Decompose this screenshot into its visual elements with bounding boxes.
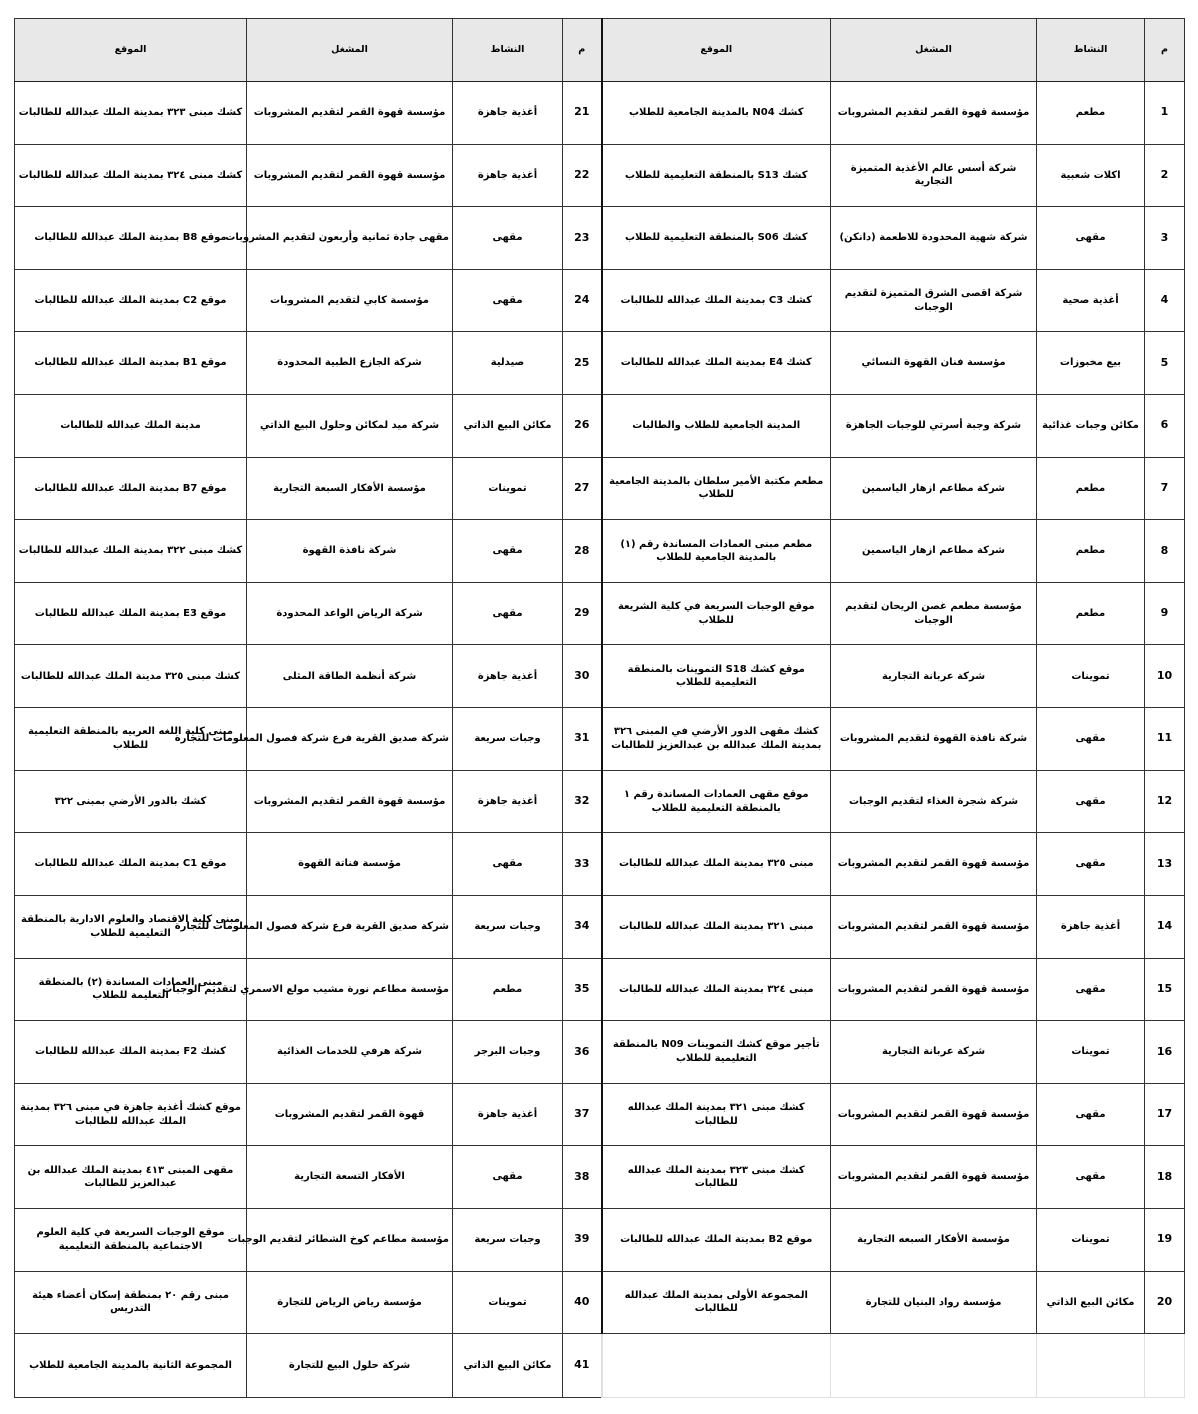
operator-cell: شركة صديق القرية فرع شركة فصول المعلومات للتجارة xyxy=(247,895,453,958)
table-row xyxy=(15,770,1185,833)
row-number: 9 xyxy=(1145,582,1185,645)
location-cell: مدينة الملك عبدالله للطالبات xyxy=(15,395,247,458)
row-number: 34 xyxy=(563,895,602,958)
row-number: 21 xyxy=(563,82,602,145)
operator-cell: شركة صديق القرية فرع شركة فصول المعلومات للتجارة xyxy=(247,708,453,771)
activity-cell: أغذية صحية xyxy=(1037,269,1145,332)
operator-cell xyxy=(831,1334,1037,1398)
location-cell: مبنى ٣٢١ بمدينة الملك عبدالله للطالبات xyxy=(602,895,831,958)
row-number: 5 xyxy=(1145,332,1185,395)
row-number: 40 xyxy=(563,1271,602,1334)
activity-cell: اكلات شعبية xyxy=(1037,144,1145,207)
activity-cell: مكائن البيع الذاتي xyxy=(453,395,563,458)
operator-cell: مؤسسة مطاعم كوخ الشطائر لتقديم الوجبات xyxy=(247,1208,453,1271)
activity-cell: مكائن وجبات غذائية xyxy=(1037,395,1145,458)
contracts-table xyxy=(14,18,1185,1398)
location-cell: موقع C2 بمدينة الملك عبدالله للطالبات xyxy=(15,269,247,332)
header-operator: المشغل xyxy=(247,19,453,82)
row-number: 10 xyxy=(1145,645,1185,708)
location-cell: موقع B8 بمدينة الملك عبدالله للطالبات xyxy=(15,207,247,270)
activity-cell: تموينات xyxy=(1037,645,1145,708)
operator-cell: شركة وجبة أسرتي للوجبات الجاهزة xyxy=(831,395,1037,458)
activity-cell: مطعم xyxy=(453,958,563,1021)
operator-cell: شركة شهية المحدودة للاطعمة (دانكن) xyxy=(831,207,1037,270)
activity-cell: مقهى xyxy=(453,833,563,896)
location-cell: موقع الوجبات السريعة في كلية الشريعة للطلاب xyxy=(602,582,831,645)
operator-cell: شركة مطاعم ازهار الياسمين xyxy=(831,520,1037,583)
header-activity: النشاط xyxy=(1037,19,1145,82)
location-cell: كشك مبنى ٣٢٢ بمدينة الملك عبدالله للطالبات xyxy=(15,520,247,583)
activity-cell: مقهى xyxy=(453,269,563,332)
activity-cell: مطعم xyxy=(1037,82,1145,145)
activity-cell: وجبات البرجر xyxy=(453,1021,563,1084)
location-cell: المدينة الجامعية للطلاب والطالبات xyxy=(602,395,831,458)
row-number: 16 xyxy=(1145,1021,1185,1084)
table-body xyxy=(15,82,1185,1398)
operator-cell: شركة حلول البيع للتجارة xyxy=(247,1334,453,1398)
activity-cell: مقهى xyxy=(1037,1146,1145,1209)
location-cell: كشك N04 بالمدينة الجامعية للطلاب xyxy=(602,82,831,145)
row-number: 14 xyxy=(1145,895,1185,958)
location-cell: كشك F2 بمدينة الملك عبدالله للطالبات xyxy=(15,1021,247,1084)
location-cell: موقع E3 بمدينة الملك عبدالله للطالبات xyxy=(15,582,247,645)
row-number: 30 xyxy=(563,645,602,708)
activity-cell: مقهى xyxy=(1037,207,1145,270)
location-cell: موقع B7 بمدينة الملك عبدالله للطالبات xyxy=(15,457,247,520)
location-cell: كشك مبنى ٣٢١ بمدينة الملك عبدالله للطالبات xyxy=(602,1083,831,1146)
row-number xyxy=(1145,1334,1185,1398)
operator-cell: مؤسسة فناتة القهوة xyxy=(247,833,453,896)
location-cell: مبنى العمادات المساندة (٢) بالمنطقة التعليمة للطلاب xyxy=(15,958,247,1021)
location-cell: موقع الوجبات السريعة في كلية العلوم الاجتماعية بالمنطقة التعليمية xyxy=(15,1208,247,1271)
activity-cell: مقهى xyxy=(453,582,563,645)
location-cell: موقع B2 بمدينة الملك عبدالله للطالبات xyxy=(602,1208,831,1271)
location-cell: موقع B1 بمدينة الملك عبدالله للطالبات xyxy=(15,332,247,395)
table-row xyxy=(15,1021,1185,1084)
activity-cell: بيع مخبوزات xyxy=(1037,332,1145,395)
operator-cell: شركة مطاعم ازهار الياسمين xyxy=(831,457,1037,520)
operator-cell: مؤسسة قهوة القمر لتقديم المشروبات xyxy=(831,833,1037,896)
activity-cell: صيدلية xyxy=(453,332,563,395)
row-number: 35 xyxy=(563,958,602,1021)
location-cell: مطعم مكتبة الأمير سلطان بالمدينة الجامعية للطلاب xyxy=(602,457,831,520)
row-number: 19 xyxy=(1145,1208,1185,1271)
activity-cell: تموينات xyxy=(453,457,563,520)
location-cell: كشك S13 بالمنطقة التعليمية للطلاب xyxy=(602,144,831,207)
activity-cell: مقهى xyxy=(1037,770,1145,833)
row-number: 29 xyxy=(563,582,602,645)
activity-cell: مقهى xyxy=(1037,958,1145,1021)
table-row xyxy=(15,708,1185,771)
table-row xyxy=(15,520,1185,583)
table-row xyxy=(15,207,1185,270)
operator-cell: شركة الجازع الطبية المحدودة xyxy=(247,332,453,395)
location-cell: كشك مبنى ٣٢٥ مدينة الملك عبدالله للطالبات xyxy=(15,645,247,708)
operator-cell: مؤسسة مطاعم نورة مشيب مولع الاسمري لتقديم الوجبات xyxy=(247,958,453,1021)
row-number: 28 xyxy=(563,520,602,583)
row-number: 23 xyxy=(563,207,602,270)
operator-cell: مؤسسة قهوة القمر لتقديم المشروبات xyxy=(831,1146,1037,1209)
row-number: 13 xyxy=(1145,833,1185,896)
activity-cell: مقهى xyxy=(453,1146,563,1209)
row-number: 38 xyxy=(563,1146,602,1209)
location-cell: كشك مبنى ٣٢٤ بمدينة الملك عبدالله للطالبات xyxy=(15,144,247,207)
table-row xyxy=(15,1208,1185,1271)
activity-cell: وجبات سريعة xyxy=(453,1208,563,1271)
operator-cell: مؤسسة الأفكار السبعة التجارية xyxy=(247,457,453,520)
operator-cell: مؤسسة قهوة القمر لتقديم المشروبات xyxy=(247,82,453,145)
location-cell: المجموعة الثانية بالمدينة الجامعية للطلاب xyxy=(15,1334,247,1398)
row-number: 11 xyxy=(1145,708,1185,771)
activity-cell: أغذية جاهزة xyxy=(1037,895,1145,958)
header-activity: النشاط xyxy=(453,19,563,82)
operator-cell: شركة هرفي للخدمات الغذائية xyxy=(247,1021,453,1084)
location-cell: موقع كشك أغذية جاهزة في مبنى ٣٢٦ بمدينة الملك عبدالله للطالبات xyxy=(15,1083,247,1146)
location-cell: مبنى ٣٢٥ بمدينة الملك عبدالله للطالبات xyxy=(602,833,831,896)
operator-cell: قهوة القمر لتقديم المشروبات xyxy=(247,1083,453,1146)
row-number: 25 xyxy=(563,332,602,395)
activity-cell: أغذية جاهزة xyxy=(453,1083,563,1146)
location-cell: مبنى رقم ٢٠ بمنطقة إسكان أعضاء هيئة التدريس xyxy=(15,1271,247,1334)
activity-cell: مقهى xyxy=(453,207,563,270)
operator-cell: شركة شجرة الغذاء لتقديم الوجبات xyxy=(831,770,1037,833)
table-row xyxy=(15,645,1185,708)
activity-cell: مكائن البيع الذاتي xyxy=(453,1334,563,1398)
operator-cell: شركة نافذة القهوة xyxy=(247,520,453,583)
activity-cell: أغذية جاهزة xyxy=(453,82,563,145)
operator-cell: مؤسسة قهوة القمر لتقديم المشروبات xyxy=(831,895,1037,958)
operator-cell: شركة عربانة التجارية xyxy=(831,645,1037,708)
operator-cell: الأفكار التسعة التجارية xyxy=(247,1146,453,1209)
activity-cell: وجبات سريعة xyxy=(453,708,563,771)
row-number: 33 xyxy=(563,833,602,896)
operator-cell: مؤسسة رواد البنيان للتجارة xyxy=(831,1271,1037,1334)
row-number: 24 xyxy=(563,269,602,332)
row-number: 2 xyxy=(1145,144,1185,207)
location-cell: كشك مقهى الدور الأرضي في المبنى ٣٢٦ بمدينة الملك عبدالله بن عبدالعزيز للطالبات xyxy=(602,708,831,771)
location-cell: كشك مبنى ٣٢٣ بمدينة الملك عبدالله للطالبات xyxy=(15,82,247,145)
location-cell: موقع كشك S18 التموينات بالمنطقة التعليمية للطلاب xyxy=(602,645,831,708)
row-number: 31 xyxy=(563,708,602,771)
operator-cell: مؤسسة رياض الرياض للتجارة xyxy=(247,1271,453,1334)
activity-cell: أغذية جاهزة xyxy=(453,770,563,833)
table-row xyxy=(15,395,1185,458)
table-row xyxy=(15,833,1185,896)
location-cell: مقهى المبنى ٤١٣ بمدينة الملك عبدالله بن عبدالعزيز للطالبات xyxy=(15,1146,247,1209)
location-cell: مطعم مبنى العمادات المساندة رقم (١) بالمدينة الجامعية للطلاب xyxy=(602,520,831,583)
location-cell: تأجير موقع كشك التموينات N09 بالمنطقة التعليمية للطلاب xyxy=(602,1021,831,1084)
operator-cell: مؤسسة كابي لتقديم المشروبات xyxy=(247,269,453,332)
row-number: 39 xyxy=(563,1208,602,1271)
operator-cell: شركة ميد لمكائن وحلول البيع الذاتي xyxy=(247,395,453,458)
row-number: 41 xyxy=(563,1334,602,1398)
row-number: 1 xyxy=(1145,82,1185,145)
operator-cell: مؤسسة قهوة القمر لتقديم المشروبات xyxy=(831,1083,1037,1146)
activity-cell: تموينات xyxy=(1037,1208,1145,1271)
row-number: 32 xyxy=(563,770,602,833)
table-row xyxy=(15,958,1185,1021)
activity-cell: تموينات xyxy=(453,1271,563,1334)
location-cell: كشك S06 بالمنطقة التعليمية للطلاب xyxy=(602,207,831,270)
row-number: 15 xyxy=(1145,958,1185,1021)
row-number: 22 xyxy=(563,144,602,207)
header-row xyxy=(15,19,1185,82)
location-cell: المجموعة الأولى بمدينة الملك عبدالله للطالبات xyxy=(602,1271,831,1334)
table-row xyxy=(15,1146,1185,1209)
operator-cell: شركة اقصى الشرق المتميزة لتقديم الوجبات xyxy=(831,269,1037,332)
activity-cell: مطعم xyxy=(1037,582,1145,645)
row-number: 12 xyxy=(1145,770,1185,833)
table-row xyxy=(15,1271,1185,1334)
row-number: 27 xyxy=(563,457,602,520)
operator-cell: مقهى جادة ثمانية وأربعون لتقديم المشروبات xyxy=(247,207,453,270)
row-number: 6 xyxy=(1145,395,1185,458)
operator-cell: شركة الرياض الواعد المحدودة xyxy=(247,582,453,645)
activity-cell: مقهى xyxy=(1037,708,1145,771)
table-row xyxy=(15,1083,1185,1146)
table-row xyxy=(15,269,1185,332)
operator-cell: شركة عربانة التجارية xyxy=(831,1021,1037,1084)
header-no: م xyxy=(563,19,602,82)
table-row xyxy=(15,582,1185,645)
activity-cell: مقهى xyxy=(1037,1083,1145,1146)
location-cell xyxy=(602,1334,831,1398)
table-row xyxy=(15,82,1185,145)
activity-cell: مطعم xyxy=(1037,457,1145,520)
location-cell: كشك E4 بمدينة الملك عبدالله للطالبات xyxy=(602,332,831,395)
activity-cell xyxy=(1037,1334,1145,1398)
location-cell: كشك مبنى ٣٢٣ بمدينة الملك عبدالله للطالبات xyxy=(602,1146,831,1209)
row-number: 8 xyxy=(1145,520,1185,583)
row-number: 3 xyxy=(1145,207,1185,270)
row-number: 20 xyxy=(1145,1271,1185,1334)
operator-cell: مؤسسة مطعم غصن الريحان لتقديم الوجبات xyxy=(831,582,1037,645)
operator-cell: مؤسسة قهوة القمر لتقديم المشروبات xyxy=(831,82,1037,145)
table-row xyxy=(15,332,1185,395)
row-number: 4 xyxy=(1145,269,1185,332)
operator-cell: شركة أسس عالم الأغذية المتميزة التجارية xyxy=(831,144,1037,207)
activity-cell: مقهى xyxy=(1037,833,1145,896)
location-cell: كشك C3 بمدينة الملك عبدالله للطالبات xyxy=(602,269,831,332)
row-number: 37 xyxy=(563,1083,602,1146)
table-row xyxy=(15,144,1185,207)
activity-cell: أغذية جاهزة xyxy=(453,645,563,708)
operator-cell: مؤسسة قهوة القمر لتقديم المشروبات xyxy=(247,144,453,207)
activity-cell: أغذية جاهزة xyxy=(453,144,563,207)
activity-cell: مقهى xyxy=(453,520,563,583)
location-cell: مبنى ٣٢٤ بمدينة الملك عبدالله للطالبات xyxy=(602,958,831,1021)
activity-cell: مطعم xyxy=(1037,520,1145,583)
location-cell: موقع C1 بمدينة الملك عبدالله للطالبات xyxy=(15,833,247,896)
row-number: 26 xyxy=(563,395,602,458)
location-cell: مبنى كلية اللغه العربيه بالمنطقة التعليمية للطلاب xyxy=(15,708,247,771)
row-number: 36 xyxy=(563,1021,602,1084)
header-no: م xyxy=(1145,19,1185,82)
header-operator: المشغل xyxy=(831,19,1037,82)
location-cell: كشك بالدور الأرضي بمبنى ٣٢٢ xyxy=(15,770,247,833)
table-row xyxy=(15,1334,1185,1398)
operator-cell: مؤسسة فنان القهوة النسائي xyxy=(831,332,1037,395)
row-number: 7 xyxy=(1145,457,1185,520)
operator-cell: شركة نافذة القهوة لتقديم المشروبات xyxy=(831,708,1037,771)
operator-cell: مؤسسة قهوة القمر لتقديم المشروبات xyxy=(831,958,1037,1021)
row-number: 17 xyxy=(1145,1083,1185,1146)
operator-cell: مؤسسة الأفكار السبعه التجارية xyxy=(831,1208,1037,1271)
operator-cell: شركة أنظمة الطاقة المثلى xyxy=(247,645,453,708)
activity-cell: تموينات xyxy=(1037,1021,1145,1084)
operator-cell: مؤسسة قهوة القمر لتقديم المشروبات xyxy=(247,770,453,833)
table-row xyxy=(15,457,1185,520)
activity-cell: مكائن البيع الذاتي xyxy=(1037,1271,1145,1334)
row-number: 18 xyxy=(1145,1146,1185,1209)
header-location: الموقع xyxy=(602,19,831,82)
location-cell: موقع مقهى العمادات المساندة رقم ١ بالمنطقة التعليمية للطلاب xyxy=(602,770,831,833)
header-location: الموقع xyxy=(15,19,247,82)
table-row xyxy=(15,895,1185,958)
activity-cell: وجبات سريعة xyxy=(453,895,563,958)
location-cell: مبنى كلية الاقتصاد والعلوم الادارية بالمنطقة التعليمية للطلاب xyxy=(15,895,247,958)
